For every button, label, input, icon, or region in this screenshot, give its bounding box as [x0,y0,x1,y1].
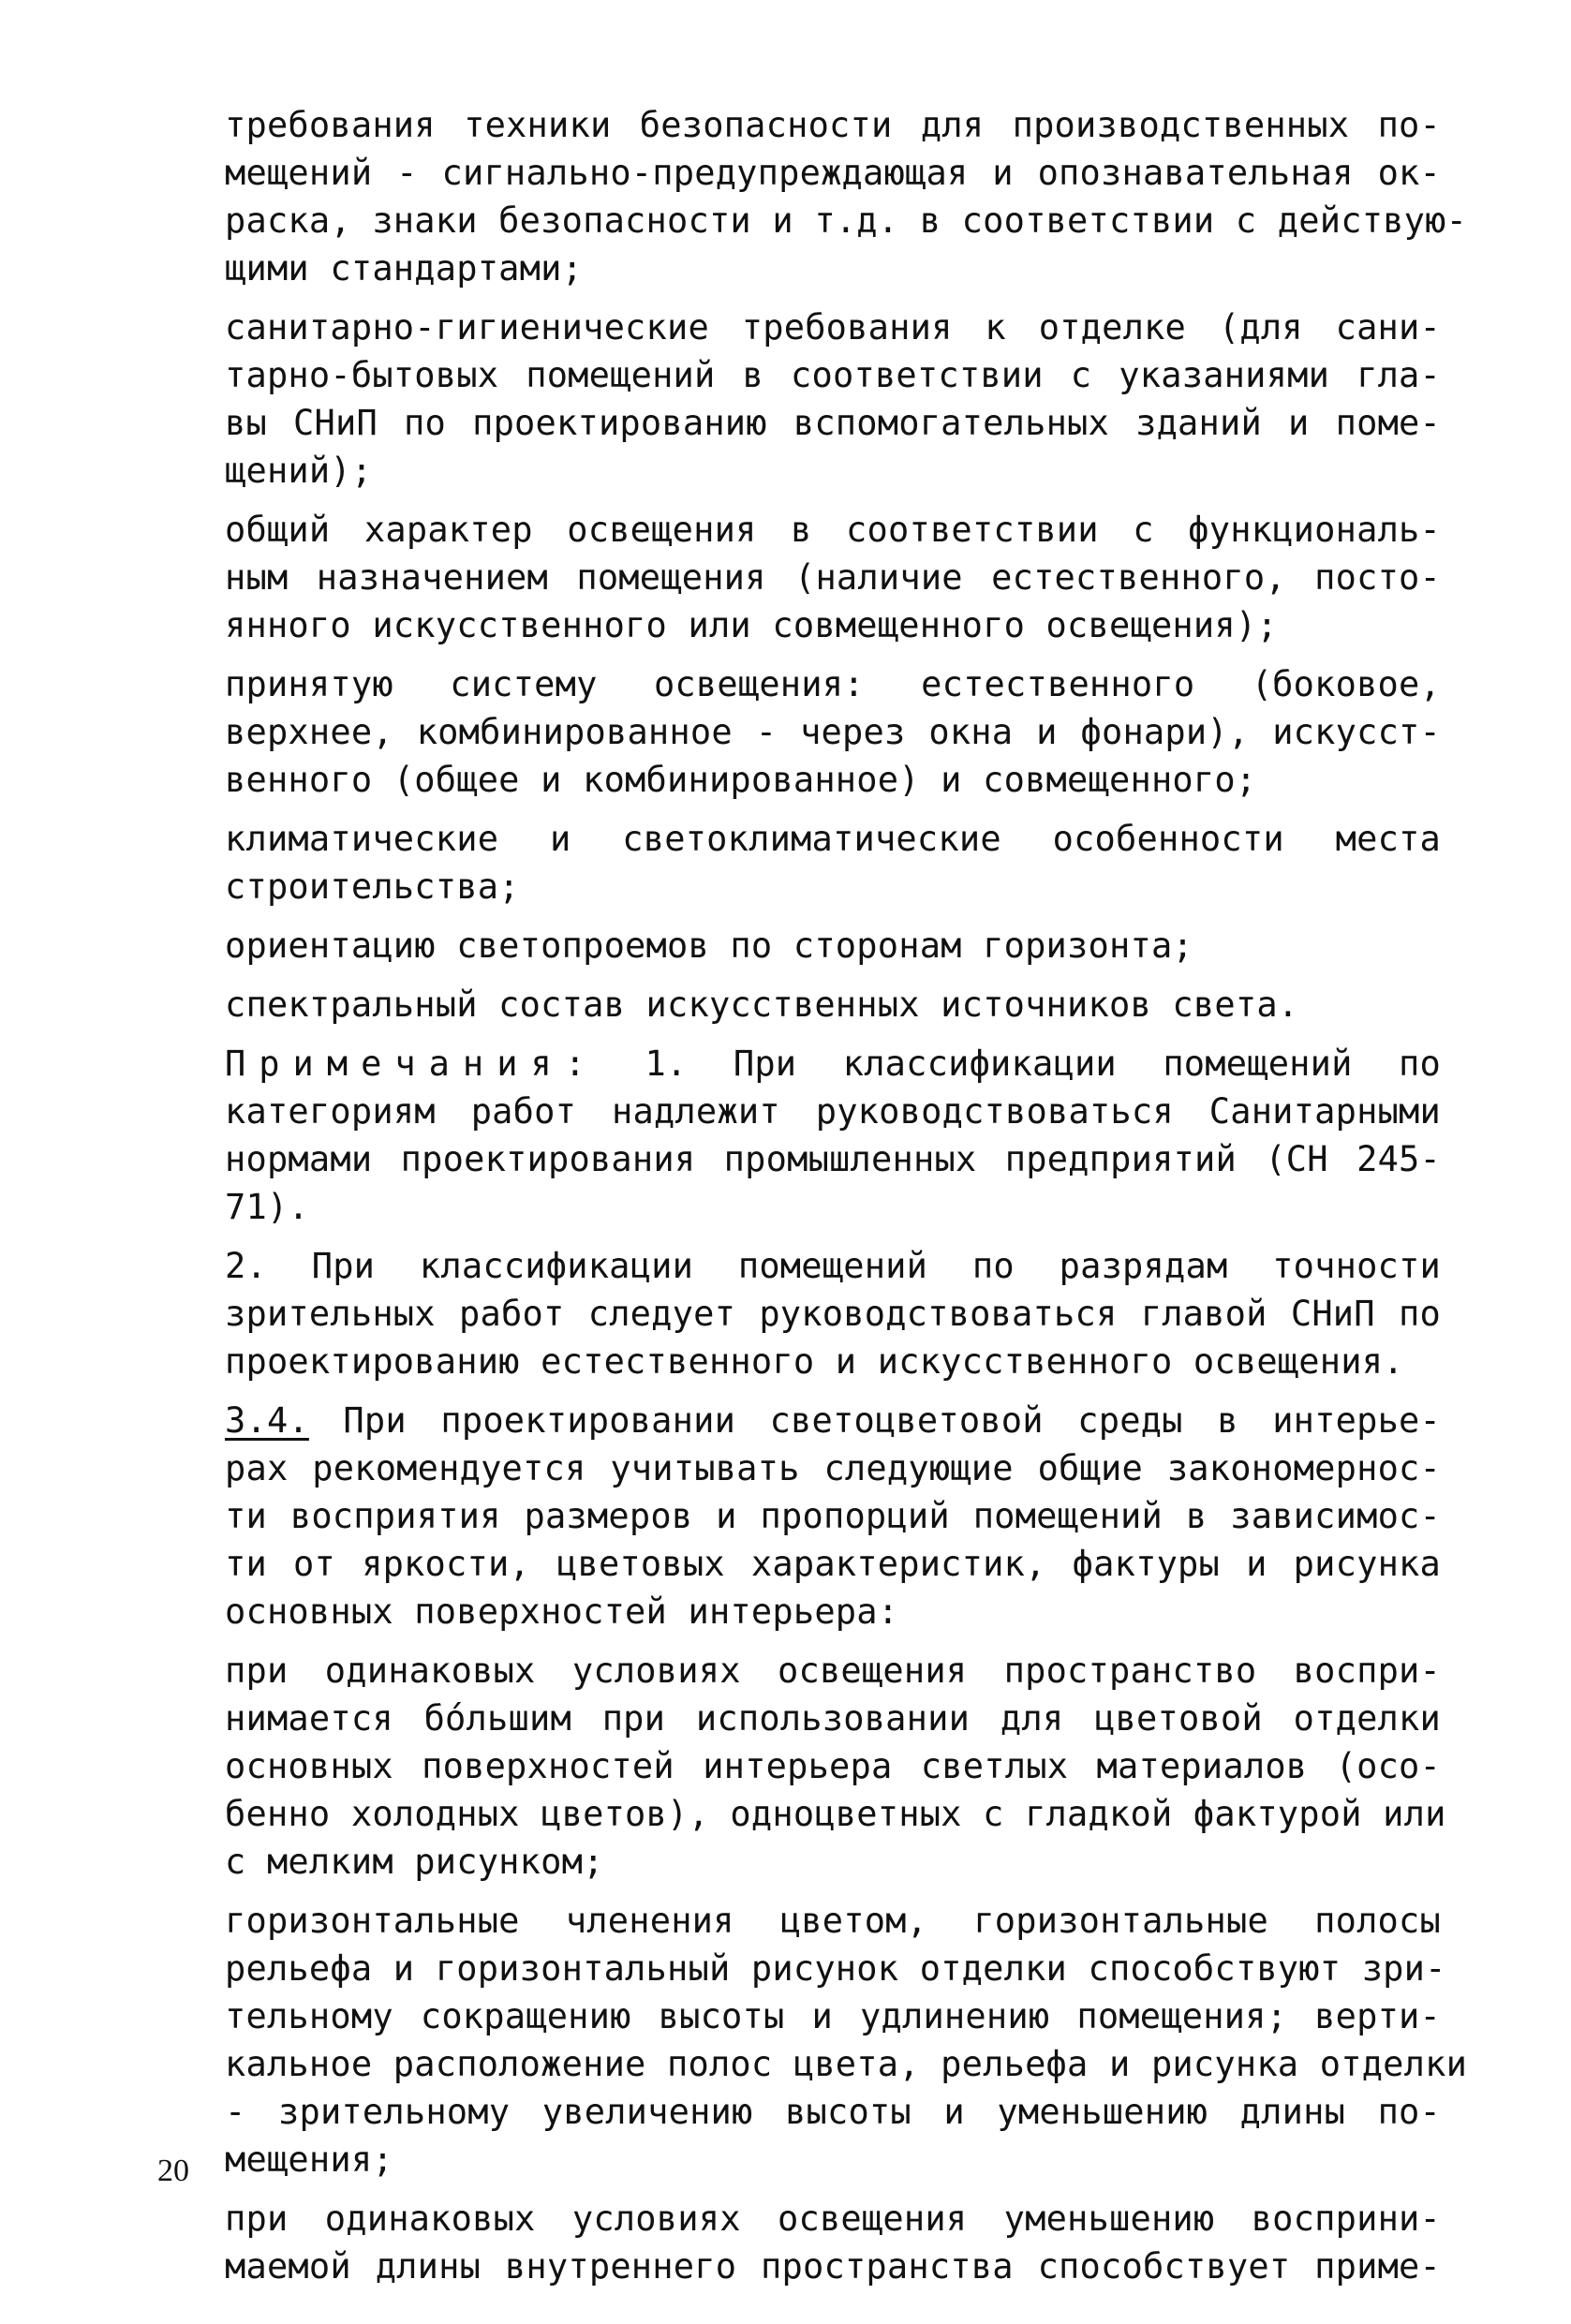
text-line [157,1040,1441,1088]
document-page [157,101,1468,2302]
paragraph-note-2 [157,1242,1441,1385]
text-line: основных поверхностей интерьера: [225,1591,899,1632]
text-line: янного искусственного или совмещенного освещения); [225,605,1278,645]
text-line: 2. При классификации помещений по разрядам точности [225,1246,1441,1286]
text-fragment: 1. При классификации помещений по [599,1044,1441,1084]
text-line: основных поверхностей интерьера светлых материалов (осо- [225,1746,1441,1786]
text-line: при одинаковых условиях освещения пространство воспри- [225,1650,1441,1691]
text-line: кальное расположение полос цвета, рельефа и рисунка отделки [225,2044,1468,2084]
text-line: нормами проектирования промышленных предприятий (СН 245- [225,1139,1441,1179]
paragraph-sanitary-requirements [157,303,1441,495]
text-line: маемой длины внутреннего пространства способствует приме- [225,2246,1441,2287]
paragraph-notes [157,1040,1441,1231]
text-line: рельефа и горизонтальный рисунок отделки способствуют зри- [225,1948,1446,1989]
paragraph-lighting-character [157,506,1441,649]
text-line: зрительных работ следует руководствоваться главой СНиП по [225,1294,1441,1334]
text-line: щений); [225,451,373,491]
text-line: вы СНиП по проектированию вспомогательных зданий и поме- [225,403,1441,443]
paragraph-light-materials [157,1647,1446,1886]
text-line: строительства; [225,866,520,907]
section-number: 3.4. [225,1400,309,1441]
text-line: бенно холодных цветов), одноцветных с гладкой фактурой или [225,1794,1446,1834]
text-line: тарно-бытовых помещений в соответствии с указаниями гла- [225,355,1441,395]
text-fragment: При проектировании светоцветовой среды в интерье- [308,1400,1441,1441]
text-line: с мелким рисунком; [225,1842,604,1882]
page-number: 20 [157,2154,189,2188]
text-line: горизонтальные членения цветом, горизонтальные полосы [225,1901,1441,1941]
paragraph-climatic-features [157,815,1441,910]
text-line: категориям работ надлежит руководствоваться Санитарными [225,1091,1441,1132]
text-line: ориентацию светопроемов по сторонам горизонта; [225,925,1193,966]
paragraph-orientation [157,922,1441,970]
text-line: венного (общее и комбинированное) и совмещенного; [225,760,1257,800]
text-line: проектированию естественного и искусственного освещения. [225,1341,1404,1382]
paragraph-perceived-length [157,2195,1441,2290]
text-line: верхнее, комбинированное - через окна и фонари), искусст- [225,712,1441,752]
paragraph-spectral-composition [157,981,1441,1029]
text-line: тельному сокращению высоты и удлинению помещения; верти- [225,1996,1441,2036]
text-line: ти восприятия размеров и пропорций помещений в зависимос- [225,1496,1441,1536]
text-line: ти от яркости, цветовых характеристик, фактуры и рисунка [225,1544,1441,1584]
paragraph-horizontal-divisions [157,1897,1468,2183]
text-line: нимается бо́льшим при использовании для цветовой отделки [225,1698,1441,1739]
text-line: при одинаковых условиях освещения уменьшению восприни- [225,2198,1441,2239]
text-line: мещений - сигнально-предупреждающая и опознавательная ок- [225,153,1441,193]
text-line: раска, знаки безопасности и т.д. в соответствии с действую- [225,200,1468,241]
text-line: 71). [225,1187,309,1227]
text-line: рах рекомендуется учитывать следующие общие закономернос- [225,1448,1441,1488]
text-line: принятую систему освещения: естественного (боковое, [225,664,1441,704]
text-line: санитарно-гигиенические требования к отделке (для сани- [225,307,1441,348]
paragraph-safety-requirements [157,101,1468,292]
text-line: спектральный состав искусственных источников света. [225,984,1299,1025]
text-line: мещения; [225,2139,393,2180]
paragraph-section-3-4 [157,1397,1441,1636]
text-line: - зрительному увеличению высоты и уменьшению длины по- [225,2092,1441,2132]
text-line: климатические и светоклиматические особенности места [225,819,1441,859]
text-line [157,1397,1441,1444]
text-line: щими стандартами; [225,248,584,289]
notes-heading: Примечания: [225,1044,600,1084]
paragraph-lighting-system [157,660,1441,804]
text-line: ным назначением помещения (наличие естественного, посто- [225,557,1441,598]
text-line: требования техники безопасности для производственных по- [225,105,1441,145]
text-line: общий характер освещения в соответствии с функциональ- [225,510,1441,550]
